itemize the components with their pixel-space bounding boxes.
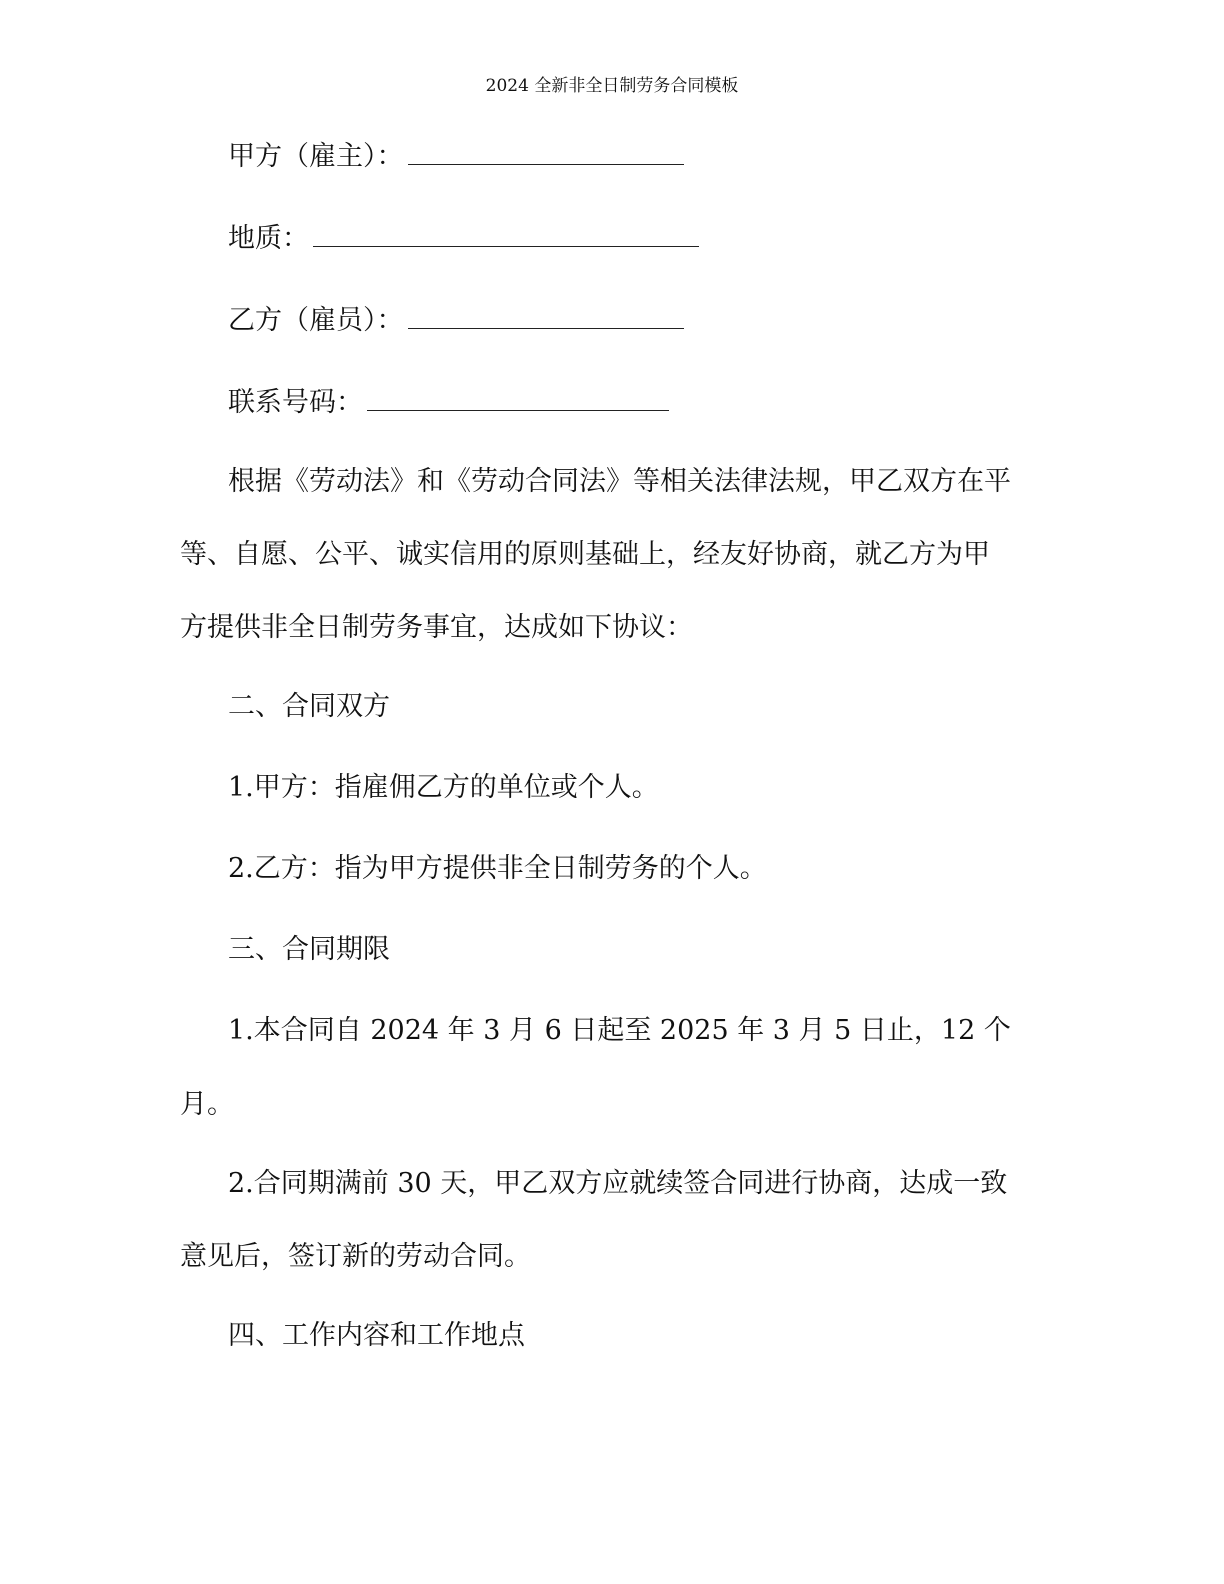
address-row <box>228 221 699 257</box>
party-a-blank[interactable] <box>408 142 684 165</box>
section-3-item-2-line-2: 意见后，签订新的劳动合同。 <box>180 1241 531 1272</box>
section-3-item-1-line-1: 1.本合同自 2024 年 3 月 6 日起至 2025 年 3 月 5 日止，12 个 <box>228 1015 1011 1046</box>
phone-label: 联系号码： <box>228 387 363 418</box>
party-b-label: 乙方（雇员）： <box>228 305 404 336</box>
intro-paragraph-line-3: 方提供非全日制劳务事宜，达成如下协议： <box>180 612 693 643</box>
address-label: 地质： <box>228 223 309 254</box>
section-4-heading: 四、工作内容和工作地点 <box>228 1320 525 1351</box>
section-2-heading: 二、合同双方 <box>228 691 390 722</box>
intro-paragraph-line-1: 根据《劳动法》和《劳动合同法》等相关法律法规，甲乙双方在平 <box>228 466 1011 497</box>
party-a-label: 甲方（雇主）： <box>228 141 404 172</box>
party-b-row <box>228 303 684 339</box>
party-b-blank[interactable] <box>408 306 684 329</box>
section-2-item-2: 2.乙方：指为甲方提供非全日制劳务的个人。 <box>228 853 767 884</box>
section-3-item-2-line-1: 2.合同期满前 30 天，甲乙双方应就续签合同进行协商，达成一致 <box>228 1168 1008 1199</box>
section-3-item-1-line-2: 月。 <box>180 1089 234 1120</box>
section-2-item-1: 1.甲方：指雇佣乙方的单位或个人。 <box>228 772 659 803</box>
page-header-title: 2024 全新非全日制劳务合同模板 <box>485 76 739 96</box>
phone-blank[interactable] <box>367 388 669 411</box>
party-a-row <box>228 139 684 175</box>
phone-row <box>228 385 669 421</box>
section-3-heading: 三、合同期限 <box>228 934 390 965</box>
intro-paragraph-line-2: 等、自愿、公平、诚实信用的原则基础上，经友好协商，就乙方为甲 <box>180 539 990 570</box>
address-blank[interactable] <box>313 224 699 247</box>
